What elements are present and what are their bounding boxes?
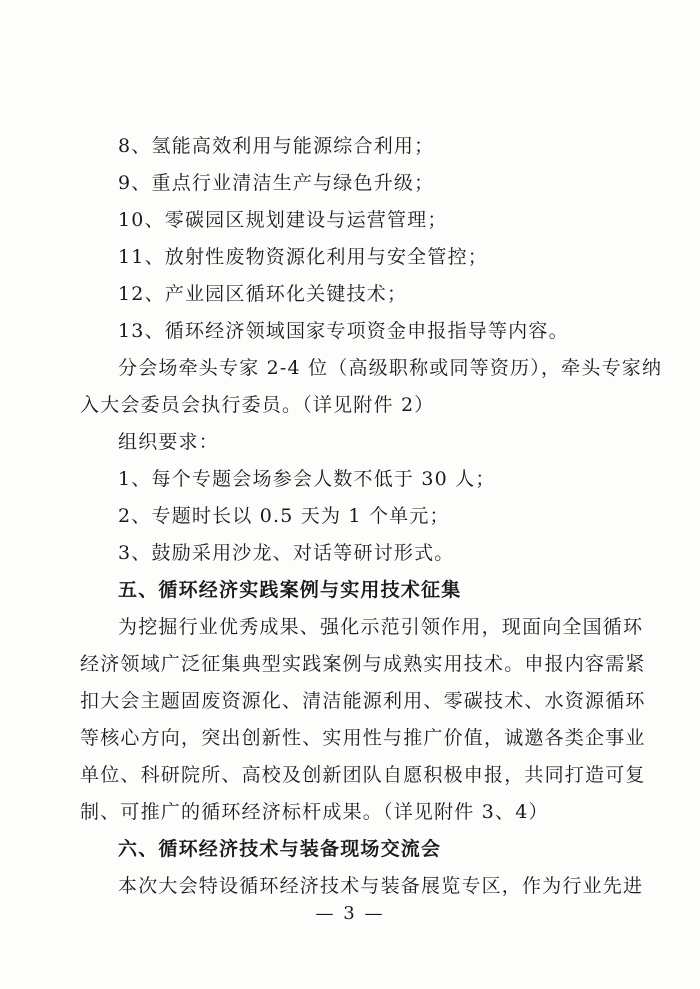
list-item: 13、循环经济领域国家专项资金申报指导等内容。 (118, 320, 569, 342)
section-six-paragraph-line: 本次大会特设循环经济技术与装备展览专区，作为行业先进 (118, 875, 644, 897)
page-number: — 3 — (315, 903, 385, 924)
list-item: 12、产业园区循环化关键技术； (118, 283, 408, 305)
org-requirements-title: 组织要求： (118, 431, 220, 453)
section-five-heading: 五、循环经济实践案例与实用技术征集 (118, 579, 462, 601)
org-requirement-item: 3、鼓励采用沙龙、对话等研讨形式。 (118, 542, 455, 564)
list-item: 10、零碳园区规划建设与运营管理； (118, 209, 448, 231)
expert-paragraph-line: 入大会委员会执行委员。（详见附件 2） (80, 394, 435, 416)
section-five-paragraph-line: 经济领域广泛征集典型实践案例与成熟实用技术。申报内容需紧 (80, 653, 646, 675)
section-five-paragraph-line: 为挖掘行业优秀成果、强化示范引领作用，现面向全国循环 (118, 616, 644, 638)
org-requirement-item: 2、专题时长以 0.5 天为 1 个单元； (118, 505, 450, 527)
section-five-paragraph-line: 单位、科研院所、高校及创新团队自愿积极申报，共同打造可复 (80, 764, 646, 786)
document-body (80, 128, 663, 905)
section-five-paragraph-line: 制、可推广的循环经济标杆成果。（详见附件 3、4） (80, 801, 549, 823)
list-item: 11、放射性废物资源化利用与安全管控； (118, 246, 488, 268)
section-five-paragraph-line: 等核心方向，突出创新性、实用性与推广价值，诚邀各类企事业 (80, 727, 646, 749)
list-item: 9、重点行业清洁生产与绿色升级； (118, 172, 435, 194)
org-requirement-item: 1、每个专题会场参会人数不低于 30 人； (118, 468, 496, 490)
list-item: 8、氢能高效利用与能源综合利用； (118, 135, 435, 157)
expert-paragraph-line: 分会场牵头专家 2-4 位（高级职称或同等资历），牵头专家纳 (118, 357, 663, 379)
section-six-heading: 六、循环经济技术与装备现场交流会 (118, 838, 442, 860)
section-five-paragraph-line: 扣大会主题固废资源化、清洁能源利用、零碳技术、水资源循环 (80, 690, 646, 712)
